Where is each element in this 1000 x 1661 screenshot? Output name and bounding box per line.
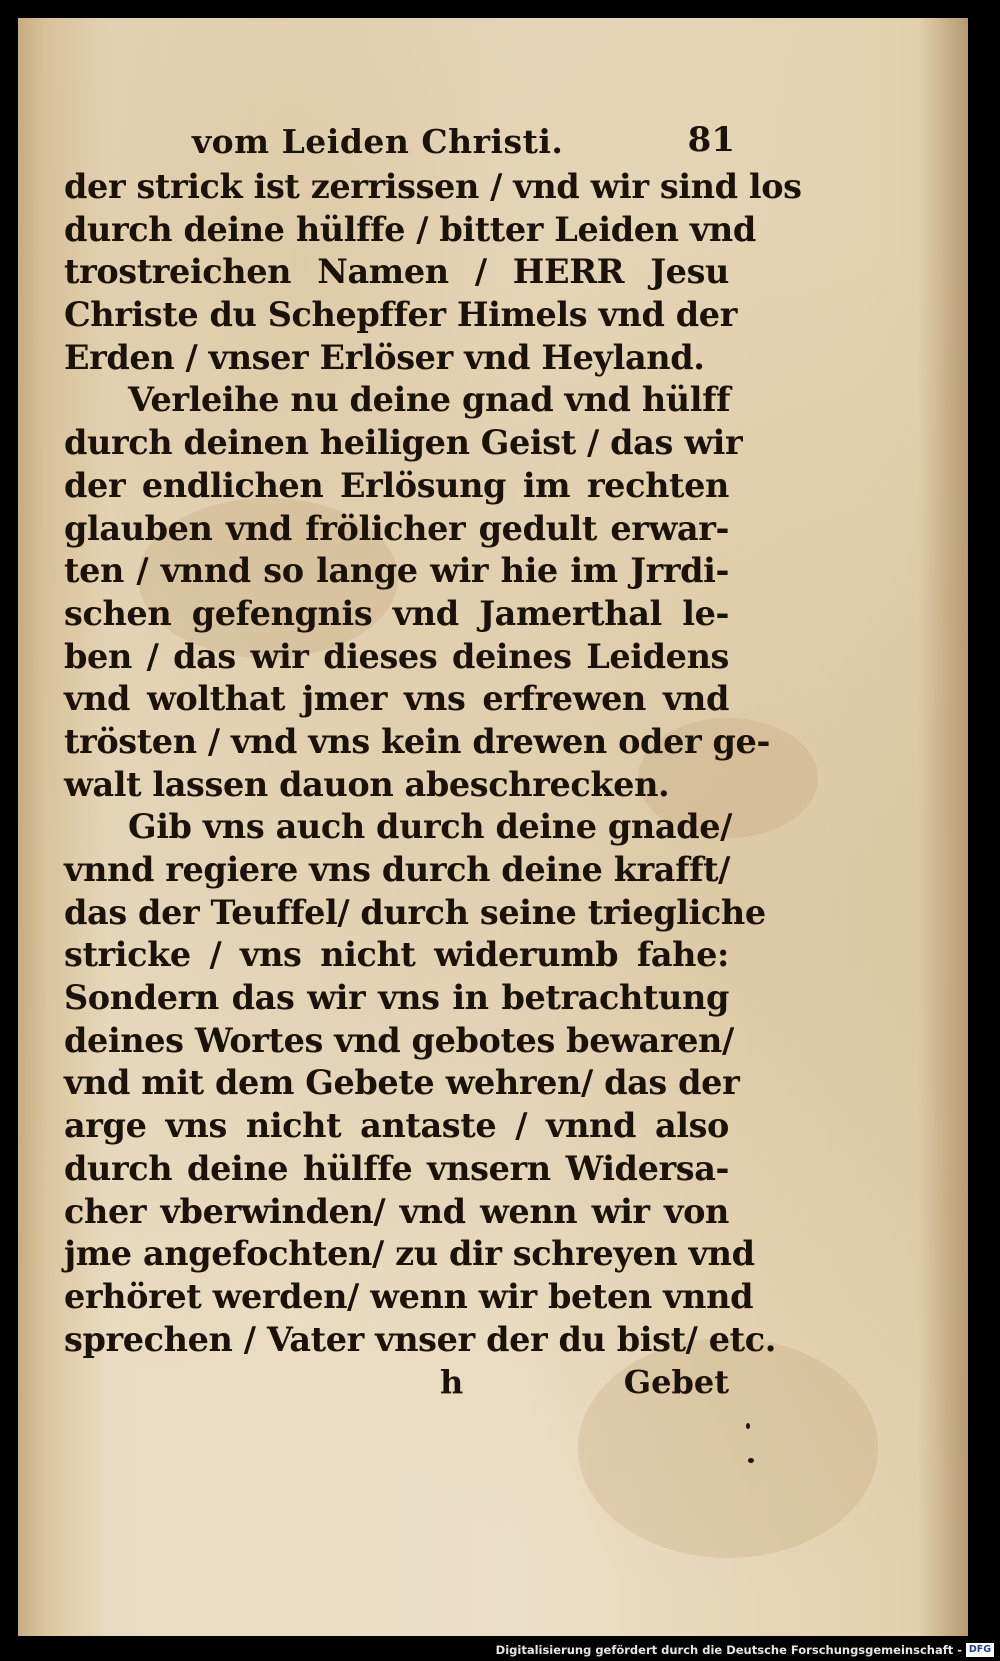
text-line: der strick ist zerrissen / vnd wir sind los [64, 167, 802, 206]
text-line: cher vberwinden/ vnd wenn wir von [64, 1191, 729, 1231]
text-line: Gib vns auch durch deine gnade/ [128, 807, 732, 847]
text-line: deines Wortes vnd gebotes bewaren/ [64, 1020, 734, 1060]
text-line: schen gefengnis vnd Jamerthal le- [64, 593, 729, 633]
text-line: glauben vnd frölicher gedult erwar- [64, 508, 729, 548]
text-line: stricke / vns nicht widerumb fahe: [64, 935, 729, 975]
text-line: ben / das wir dieses deines Leidens [64, 636, 729, 676]
text-line: ten / vnnd so lange wir hie im Jrrdi- [64, 551, 729, 591]
text-line: vnnd regiere vns durch deine krafft/ [64, 850, 731, 889]
text-line: vnd mit dem Gebete wehren/ das der [64, 1063, 740, 1103]
text-line: erhöret werden/ wenn wir beten vnnd [64, 1276, 754, 1316]
text-block [64, 116, 802, 1409]
ink-speck [746, 1423, 750, 1429]
page-footer [64, 1361, 729, 1409]
text-line: der endlichen Erlösung im rechten [64, 465, 729, 505]
text-line: trösten / vnd vns kein drewen oder ge- [64, 721, 770, 761]
text-line: durch deine hülffe / bitter Leiden vnd [64, 209, 756, 249]
catchword: Gebet [623, 1363, 729, 1402]
book-page [18, 18, 968, 1636]
text-line: durch deine hülffe vnsern Widersa- [64, 1148, 729, 1188]
page-header [64, 116, 735, 166]
page-number: 81 [687, 120, 735, 160]
body-text [64, 166, 802, 1361]
text-line: vnd wolthat jmer vns erfrewen vnd [64, 679, 729, 719]
funding-note: Digitalisierung gefördert durch die Deutsche Forschungsgemeinschaft - [495, 1643, 962, 1657]
running-title: vom Leiden Christi. [192, 122, 564, 161]
text-line: Erden / vnser Erlöser vnd Heyland. [64, 337, 705, 377]
text-line: trostreichen Namen / HERR Jesu [64, 252, 729, 292]
dfg-logo: DFG [966, 1643, 994, 1657]
signature-mark: h [440, 1363, 464, 1402]
digitization-footer [0, 1637, 1000, 1661]
text-line: jme angefochten/ zu dir schreyen vnd [64, 1234, 755, 1274]
text-line: durch deinen heiligen Geist / das wir [64, 423, 743, 463]
ink-speck [748, 1458, 754, 1463]
text-line: das der Teuffel/ durch seine triegliche [64, 892, 766, 932]
text-line: sprechen / Vater vnser der du bist/ etc. [64, 1319, 776, 1359]
text-line: Verleihe nu deine gnad vnd hülff [128, 380, 731, 420]
text-line: walt lassen dauon abeschrecken. [64, 764, 670, 804]
text-line: arge vns nicht antaste / vnnd also [64, 1106, 729, 1146]
text-line: Christe du Schepffer Himels vnd der [64, 295, 737, 335]
text-line: Sondern das wir vns in betrachtung [64, 978, 729, 1018]
